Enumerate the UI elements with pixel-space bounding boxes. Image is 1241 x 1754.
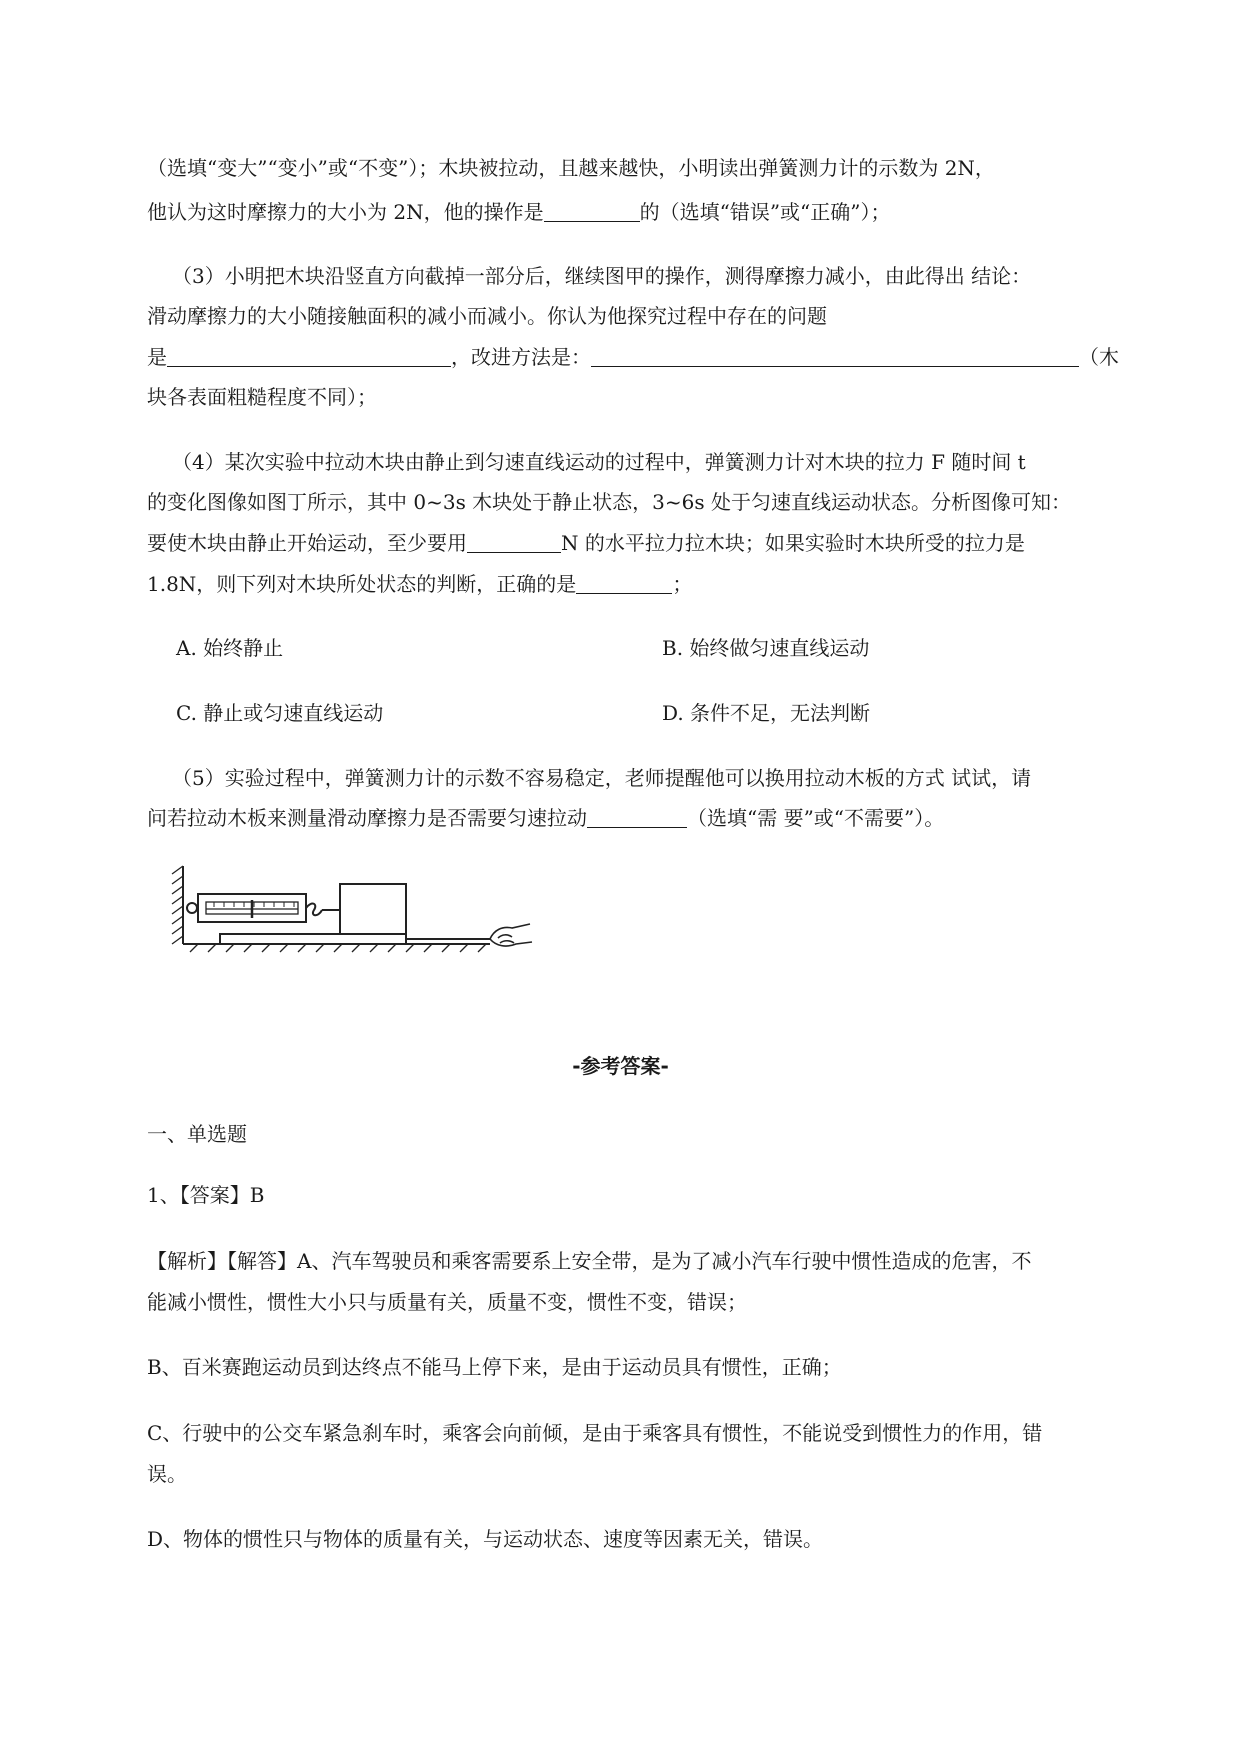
q4-line-3 bbox=[147, 529, 1025, 557]
q4-line-4 bbox=[147, 570, 692, 598]
answer-blank[interactable] bbox=[576, 573, 672, 594]
apparatus-figure bbox=[160, 860, 600, 960]
q5-line-2-text-a: 问若拉动木板来测量滑动摩擦力是否需要匀速拉动 bbox=[147, 806, 587, 830]
q5-line-2 bbox=[147, 804, 944, 832]
scale-hook-left bbox=[187, 903, 197, 913]
q4-line-2: 的变化图像如图丁所示，其中 0~3s 木块处于静止状态，3~6s 处于匀速直线运动状态。分析图像可知： bbox=[147, 490, 1072, 514]
answer-blank[interactable] bbox=[591, 346, 1079, 367]
hand bbox=[490, 924, 532, 946]
q4-line-3-text-a: 要使木块由静止开始运动，至少要用 bbox=[147, 531, 467, 555]
q3-line-1: （3）小明把木块沿竖直方向截掉一部分后，继续图甲的操作，测得摩擦力减小，由此得出 结论： bbox=[172, 264, 1032, 288]
analysis-line-2: 能减小惯性，惯性大小只与质量有关，质量不变，惯性不变，错误； bbox=[147, 1290, 747, 1314]
q4-line-4-text-b: ； bbox=[672, 572, 693, 596]
q3-line-2: 滑动摩擦力的大小随接触面积的减小而减小。你认为他探究过程中存在的问题 bbox=[147, 304, 827, 328]
q2-line-1: （选填“变大”“变小”或“不变”）；木块被拉动，且越来越快，小明读出弹簧测力计的示数为 2N， bbox=[147, 156, 995, 180]
analysis-b: B、百米赛跑运动员到达终点不能马上停下来，是由于运动员具有惯性，正确； bbox=[147, 1355, 842, 1379]
q4-line-3-text-b: N 的水平拉力拉木块；如果实验时木块所受的拉力是 bbox=[561, 531, 1025, 555]
q4-line-1: （4）某次实验中拉动木块由静止到匀速直线运动的过程中，弹簧测力计对木块的拉力 F 随时间 t bbox=[172, 450, 1026, 474]
option-c: C. 静止或匀速直线运动 bbox=[176, 701, 384, 725]
q3-line-4: 块各表面粗糙程度不同）； bbox=[147, 385, 377, 409]
analysis-d: D、物体的惯性只与物体的质量有关，与运动状态、速度等因素无关，错误。 bbox=[147, 1527, 824, 1551]
answer-blank[interactable] bbox=[167, 346, 451, 367]
option-b: B. 始终做匀速直线运动 bbox=[662, 636, 870, 660]
answer-blank[interactable] bbox=[467, 532, 561, 553]
q5-line-2-text-b: （选填“需 要”或“不需要”）。 bbox=[687, 806, 945, 830]
wood-block bbox=[340, 884, 406, 934]
q2-line-2-text-b: 的（选填“错误”或“正确”）； bbox=[639, 200, 891, 224]
q3-line-3 bbox=[147, 343, 1119, 371]
answer-1: 1、【答案】B bbox=[147, 1183, 265, 1207]
q5-line-1: （5）实验过程中，弹簧测力计的示数不容易稳定，老师提醒他可以换用拉动木板的方式 试试，请 bbox=[172, 766, 1032, 790]
q3-line-3-text-c: （木 bbox=[1079, 345, 1119, 369]
scale-hook-right bbox=[306, 904, 322, 916]
scale-ticks bbox=[214, 902, 294, 907]
q3-line-3-text-b: ，改进方法是： bbox=[451, 345, 591, 369]
section-heading: 一、单选题 bbox=[147, 1122, 247, 1146]
q2-line-2-text-a: 他认为这时摩擦力的大小为 2N，他的操作是 bbox=[147, 200, 544, 224]
wood-board bbox=[220, 934, 406, 944]
wall-hatching bbox=[172, 866, 183, 944]
analysis-c-line-1: C、行驶中的公交车紧急刹车时，乘客会向前倾，是由于乘客具有惯性，不能说受到惯性力的作用，错 bbox=[147, 1421, 1043, 1445]
q4-line-4-text-a: 1.8N，则下列对木块所处状态的判断，正确的是 bbox=[147, 572, 577, 596]
analysis-c-line-2: 误。 bbox=[147, 1462, 187, 1486]
option-d: D. 条件不足，无法判断 bbox=[662, 701, 871, 725]
answer-blank[interactable] bbox=[587, 807, 687, 828]
answer-blank[interactable] bbox=[544, 201, 640, 222]
option-a: A. 始终静止 bbox=[176, 636, 284, 660]
answer-section-title: -参考答案- bbox=[572, 1054, 669, 1078]
q3-line-3-text-a: 是 bbox=[147, 345, 167, 369]
analysis-line-1: 【解析】【解答】A、汽车驾驶员和乘客需要系上安全带，是为了减小汽车行驶中惯性造成的危害，不 bbox=[147, 1249, 1032, 1273]
floor-hatching bbox=[190, 944, 486, 952]
q2-line-2 bbox=[147, 198, 891, 226]
